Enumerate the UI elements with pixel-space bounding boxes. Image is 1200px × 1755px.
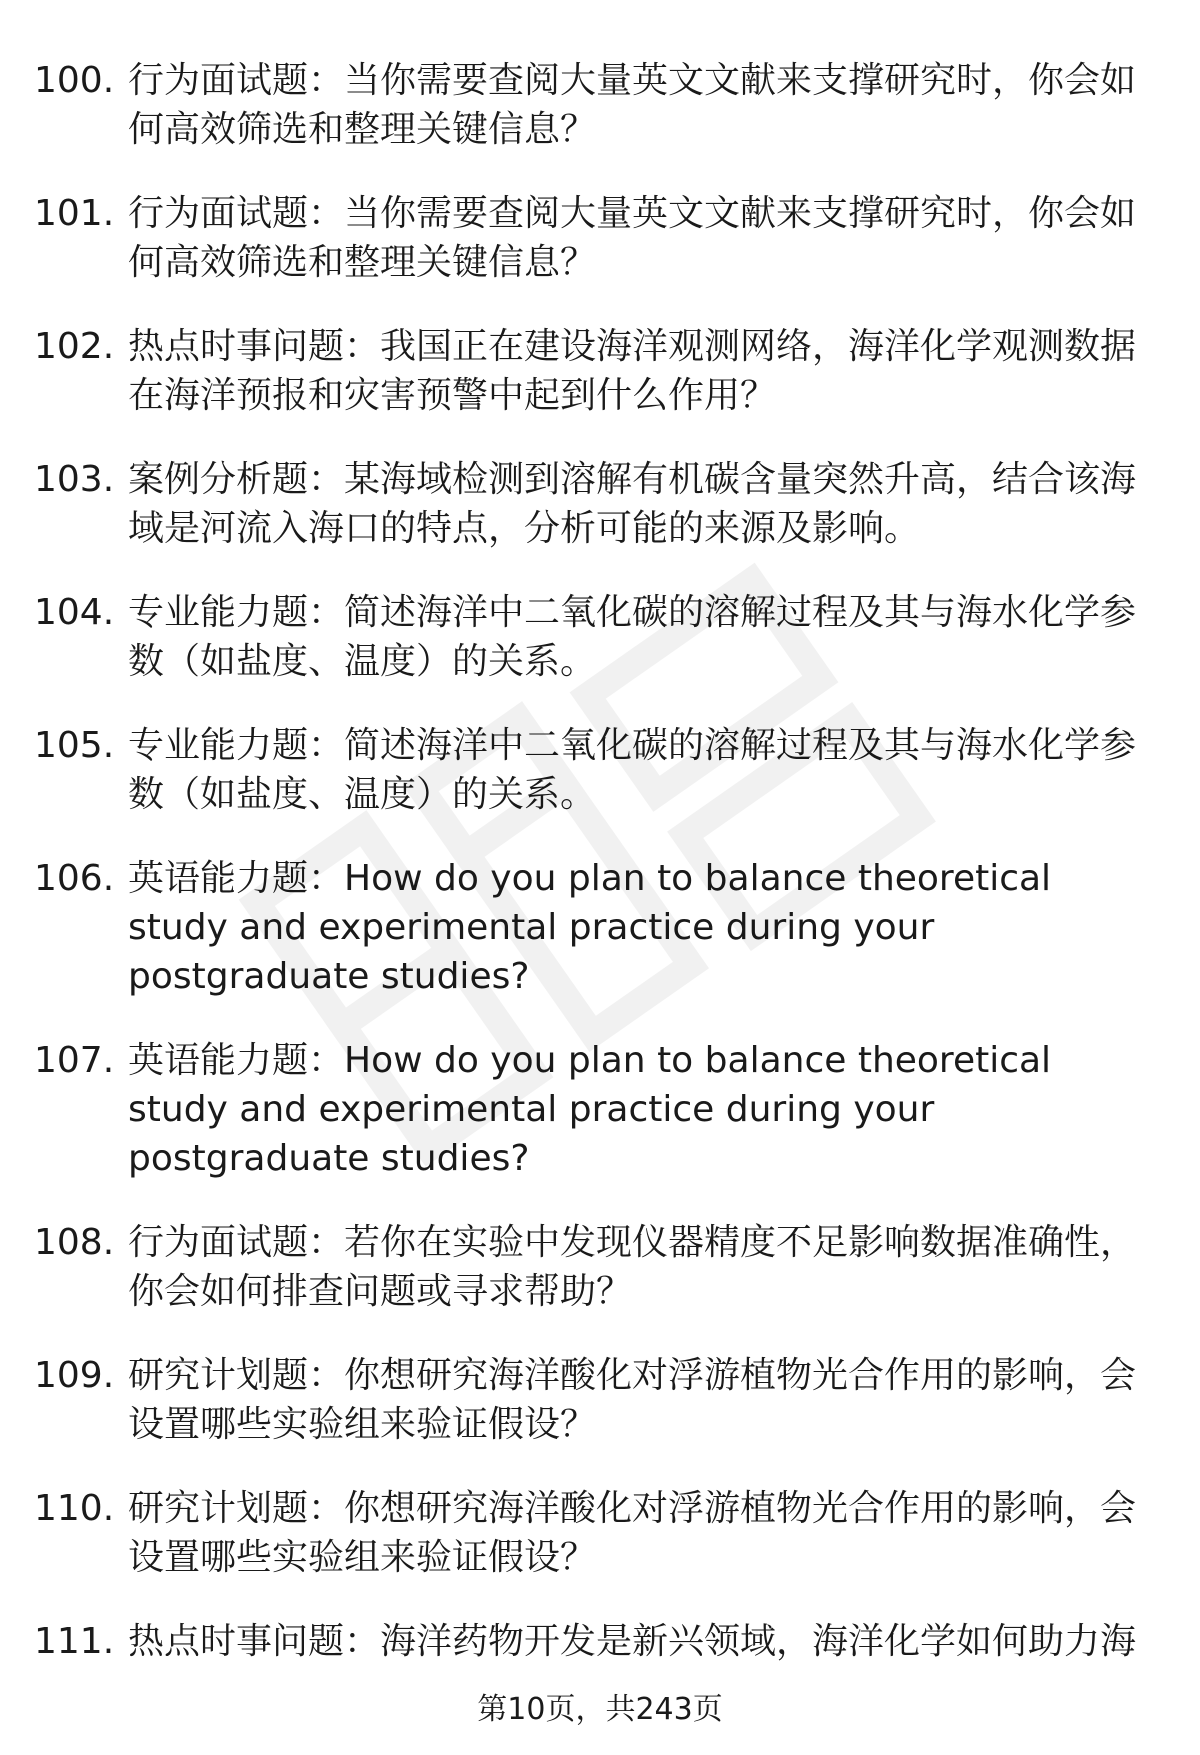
question-text: 研究计划题：你想研究海洋酸化对浮游植物光合作用的影响，会设置哪些实验组来验证假设？ xyxy=(128,1355,1137,1445)
question-item xyxy=(34,322,1154,420)
question-item xyxy=(34,588,1154,686)
question-number: 109. xyxy=(34,1355,115,1396)
question-number: 102. xyxy=(34,326,115,367)
question-item xyxy=(34,1351,1154,1449)
question-number: 110. xyxy=(34,1488,115,1529)
question-item xyxy=(34,455,1154,553)
question-text: 英语能力题：How do you plan to balance theoretical study and experimental practice during your postgraduate studies? xyxy=(128,1040,1052,1179)
question-text: 专业能力题：简述海洋中二氧化碳的溶解过程及其与海水化学参数（如盐度、温度）的关系。 xyxy=(128,592,1137,682)
question-text: 行为面试题：当你需要查阅大量英文文献来支撑研究时，你会如何高效筛选和整理关键信息？ xyxy=(128,193,1137,283)
question-text: 英语能力题：How do you plan to balance theoretical study and experimental practice during your postgraduate studies? xyxy=(128,858,1052,997)
question-item xyxy=(34,721,1154,819)
question-text: 热点时事问题：海洋药物开发是新兴领域，海洋化学如何助力海 xyxy=(128,1621,1137,1662)
question-text: 案例分析题：某海域检测到溶解有机碳含量突然升高，结合该海域是河流入海口的特点，分析可能的来源及影响。 xyxy=(128,459,1137,549)
question-text: 行为面试题：当你需要查阅大量英文文献来支撑研究时，你会如何高效筛选和整理关键信息？ xyxy=(128,60,1137,150)
question-text: 热点时事问题：我国正在建设海洋观测网络，海洋化学观测数据在海洋预报和灾害预警中起到什么作用？ xyxy=(128,326,1137,416)
question-number: 111. xyxy=(34,1621,115,1662)
question-number: 105. xyxy=(34,725,115,766)
question-item xyxy=(34,1484,1154,1582)
question-list xyxy=(34,56,1154,1701)
question-item xyxy=(34,56,1154,154)
question-item xyxy=(34,189,1154,287)
page-footer: 第10页，共243页 xyxy=(477,1692,723,1727)
question-number: 104. xyxy=(34,592,115,633)
question-text: 专业能力题：简述海洋中二氧化碳的溶解过程及其与海水化学参数（如盐度、温度）的关系。 xyxy=(128,725,1137,815)
question-text: 研究计划题：你想研究海洋酸化对浮游植物光合作用的影响，会设置哪些实验组来验证假设？ xyxy=(128,1488,1137,1578)
question-item xyxy=(34,1617,1154,1666)
question-item xyxy=(34,854,1154,1001)
question-number: 100. xyxy=(34,60,115,101)
question-number: 108. xyxy=(34,1222,115,1263)
question-item xyxy=(34,1218,1154,1316)
question-number: 103. xyxy=(34,459,115,500)
question-text: 行为面试题：若你在实验中发现仪器精度不足影响数据准确性，你会如何排查问题或寻求帮助？ xyxy=(128,1222,1137,1312)
question-number: 101. xyxy=(34,193,115,234)
question-number: 106. xyxy=(34,858,115,899)
question-item xyxy=(34,1036,1154,1183)
question-number: 107. xyxy=(34,1040,115,1081)
